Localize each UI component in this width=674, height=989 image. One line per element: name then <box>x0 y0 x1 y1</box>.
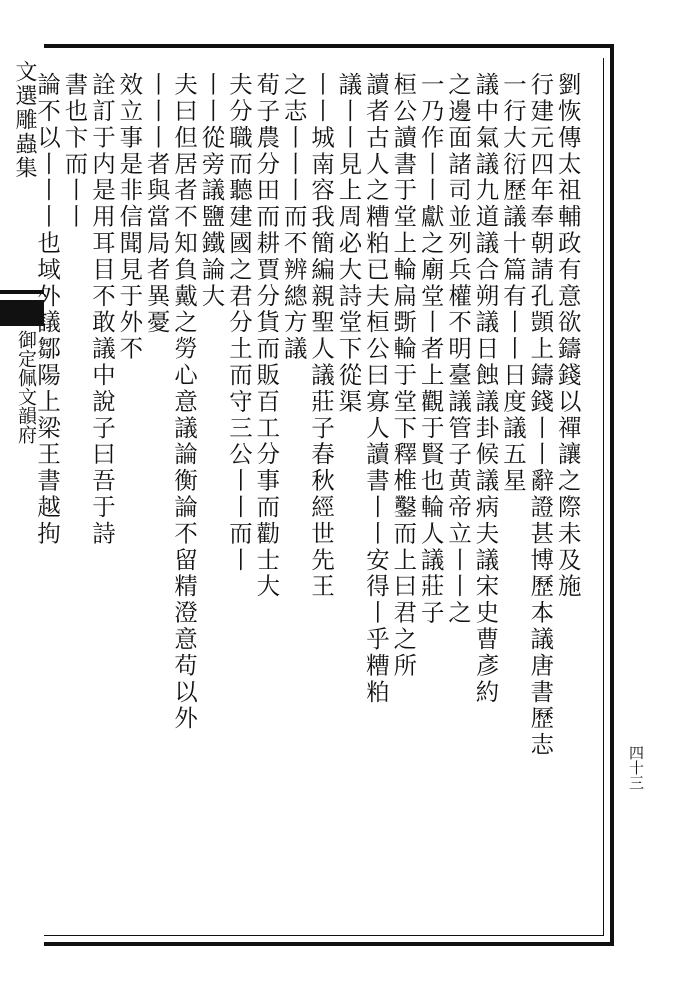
text-column: 桓公讀書于堂上輪扁斲輪于堂下釋椎鑿而上曰君之所 <box>389 72 418 680</box>
text-column: 論不以丨丨丨也域外議鄒陽上梁王書越拘 <box>33 72 62 548</box>
text-column: 一乃作丨丨獻之廟堂丨者上觀于賢也輪人議莊子 <box>416 72 445 627</box>
text-column: 丨丨丨者與當局者異憂 <box>142 72 171 336</box>
text-column: 一行大衍歷議十篇有丨丨日度議五星 <box>498 72 527 495</box>
text-column: 效立事是非信聞見于外不 <box>115 72 144 363</box>
text-column: 議中氣議九道議合朔議日蝕議卦候議病夫議宋史曹彥約 <box>471 72 500 706</box>
text-column: 丨丨從旁議鹽鐵論大 <box>197 72 226 310</box>
text-column: 劉恢傳太祖輔政有意欲鑄錢以禪讓之際未及施 <box>553 72 582 600</box>
text-column: 之邊面諸司並列兵權不明臺議管子黄帝立丨丨之 <box>444 72 473 627</box>
text-column: 之志丨丨丨而不辨總方議 <box>279 72 308 363</box>
text-column: 書也卞而丨丨 <box>60 72 89 231</box>
margin-top-text: 文選雕蟲集 <box>12 60 37 180</box>
text-column: 荀子農分田而耕賈分貨而販百工分事而勸士大 <box>252 72 281 600</box>
text-column: 夫分職而聽建國之君分土而守三公丨丨而丨 <box>224 72 253 574</box>
text-column: 讀者古人之糟粕已夫桓公曰寡人讀書丨丨安得丨乎糟粕 <box>361 72 390 706</box>
text-column: 丨丨城南容我簡編親聖人議莊子春秋經世先王 <box>307 72 336 600</box>
page-number: 四十三 <box>627 745 645 790</box>
text-column: 詮訂于内是用耳目不敢議中說子曰吾于詩 <box>87 72 116 548</box>
margin-book-title: 御定佩文韻府 <box>15 330 37 444</box>
text-column: 夫曰但居者不知負戴之勞心意議論衡論不留精澄意苟以外 <box>170 72 199 732</box>
text-column: 行建元四年奉朝請孔顗上鑄錢丨丨辭證甚博歷本議唐書歷志 <box>526 72 555 759</box>
text-column: 議丨丨見上周必大詩堂下從渠 <box>334 72 363 416</box>
